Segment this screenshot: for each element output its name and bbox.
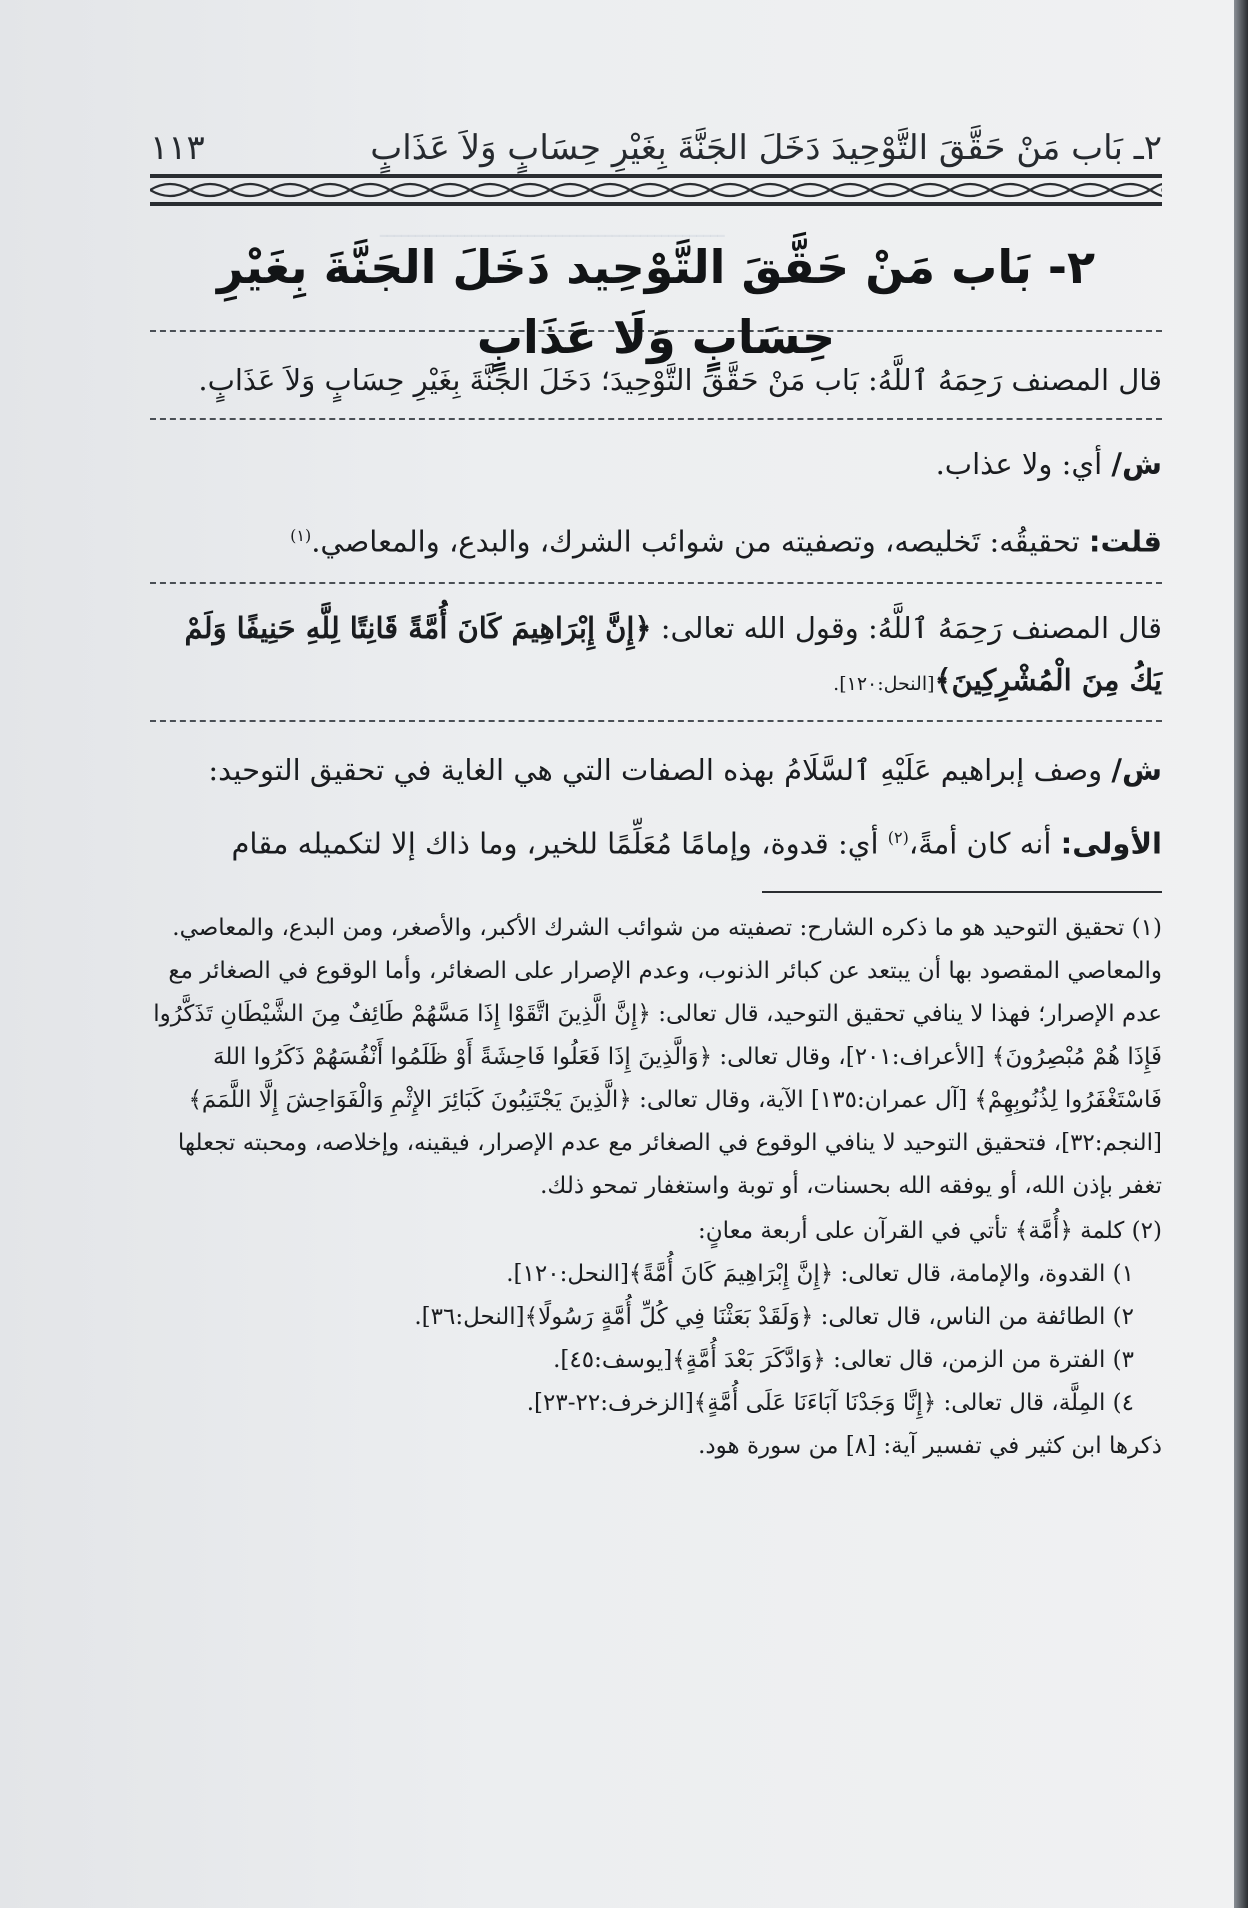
footnote-2-item bbox=[150, 1382, 1162, 1425]
commentary-label: قلت: bbox=[1088, 524, 1162, 559]
explanation-text: أي: ولا عذاب. bbox=[935, 447, 1112, 481]
dashed-divider bbox=[150, 720, 1162, 722]
first-attribute-text-cont: أي: قدوة، وإمامًا مُعَلِّمًا للخير، وما ذاك إلا لتكميله مقام bbox=[231, 826, 888, 861]
explanation-label: ش/ bbox=[1111, 447, 1162, 481]
running-title: ٢ـ بَاب مَنْ حَقَّقَ التَّوْحِيدَ دَخَلَ الجَنَّةَ بِغَيْرِ حِسَابٍ وَلاَ عَذَابٍ bbox=[370, 128, 1162, 168]
footnote-2-item bbox=[150, 1253, 1162, 1296]
commentary-paragraph bbox=[150, 510, 1162, 568]
bleed-through-text: ـــــــــــــــــــــــــــــــــــــــــــــــــ bbox=[380, 215, 725, 243]
explanation-label: ش/ bbox=[1111, 752, 1162, 787]
item-number: ٣) bbox=[1112, 1347, 1134, 1374]
running-header bbox=[150, 118, 1162, 168]
footnote-1: (١) تحقيق التوحيد هو ما ذكره الشارح: تصفيته من شوائب الشرك الأكبر، والأصغر، ومن البدع، والمعاصي. والمعاصي المقصود بها أن يبتعد عن كبائر الذنوب، وعدم الإصرار على الصغائر، وأما الوقوع في الصغائر مع عدم الإصرار؛ فهذا لا ينافي تحقيق التوحيد، قال تعالى: ﴿إِنَّ الَّذِينَ اتَّقَوْا إِذَا مَسَّهُمْ طَائِفٌ مِنَ الشَّيْطَانِ تَذَكَّرُوا فَإِذَا هُمْ مُبْصِرُونَ﴾ [الأعراف:٢٠١]، وقال تعالى: ﴿وَالَّذِينَ إِذَا فَعَلُوا فَاحِشَةً أَوْ ظَلَمُوا أَنْفُسَهُمْ ذَكَرُوا اللهَ فَاسْتَغْفَرُوا لِذُنُوبِهِمْ﴾ [آل عمران:١٣٥] الآية، وقال تعالى: ﴿الَّذِينَ يَجْتَنِبُونَ كَبَائِرَ الإِثْمِ وَالْفَوَاحِشَ إِلَّا اللَّمَمَ﴾ [النجم:٣٢]، فتحقيق التوحيد لا ينافي الوقوع في الصغائر مع عدم الإصرار، فيقينه، وإخلاصه، ومحبته تجعلها تغفر بإذن الله، أو يوفقه الله بحسنات، أو توبة واستغفار تمحو ذلك. bbox=[153, 915, 1162, 1200]
footnote-2-intro: (٢) كلمة ﴿أُمَّة﴾ تأتي في القرآن على أربعة معانٍ: bbox=[697, 1218, 1162, 1245]
explanation-paragraph bbox=[150, 438, 1162, 490]
footnote-2-item bbox=[150, 1296, 1162, 1339]
item-text: الفترة من الزمن، قال تعالى: ﴿وَادَّكَرَ بَعْدَ أُمَّةٍ﴾[يوسف:٤٥]. bbox=[553, 1347, 1106, 1374]
item-number: ٤) bbox=[1112, 1390, 1134, 1417]
explanation-text: وصف إبراهيم عَلَيْهِ ٱلسَّلَامُ بهذه الصفات التي هي الغاية في تحقيق التوحيد: bbox=[208, 752, 1112, 787]
footnote-marker: (٢) bbox=[887, 827, 909, 847]
commentary-text: تحقيقُه: تَخليصه، وتصفيته من شوائب الشرك، والبدع، والمعاصي. bbox=[311, 524, 1089, 559]
item-text: القدوة، والإمامة، قال تعالى: ﴿إِنَّ إِبْرَاهِيمَ كَانَ أُمَّةً﴾[النحل:١٢٠]. bbox=[506, 1261, 1106, 1288]
item-text: المِلَّة، قال تعالى: ﴿إِنَّا وَجَدْنَا آبَاءَنَا عَلَى أُمَّةٍ﴾[الزخرف:٢٢-٢٣]. bbox=[526, 1390, 1106, 1417]
item-text: الطائفة من الناس، قال تعالى: ﴿وَلَقَدْ بَعَثْنَا فِي كُلِّ أُمَّةٍ رَسُولًا﴾[النحل:٣٦]. bbox=[414, 1304, 1106, 1331]
header-ornament-border bbox=[150, 172, 1162, 208]
author-statement: قال المصنف رَحِمَهُ ٱللَّهُ: بَاب مَنْ حَقَّقَ التَّوْحِيدَ؛ دَخَلَ الجَنَّةَ بِغَيْرِ حِسَابٍ وَلاَ عَذَابٍ. bbox=[198, 363, 1162, 397]
first-attribute-label: الأولى: bbox=[1060, 826, 1162, 861]
footnote-2-item bbox=[150, 1339, 1162, 1382]
first-attribute-paragraph bbox=[150, 812, 1162, 870]
book-spine bbox=[1234, 0, 1248, 1908]
quran-verse: ﴿إِنَّ إِبْرَاهِيمَ كَانَ أُمَّةً قَانِتًا لِلَّهِ حَنِيفًا وَلَمْ يَكُ مِنَ الْمُشْرِكِينَ﴾ bbox=[184, 610, 1162, 697]
author-quote-paragraph bbox=[150, 602, 1162, 710]
footnote-2-outro: ذكرها ابن كثير في تفسير آية: [٨] من سورة هود. bbox=[698, 1433, 1162, 1460]
item-number: ٢) bbox=[1112, 1304, 1134, 1331]
author-quote-intro: قال المصنف رَحِمَهُ ٱللَّهُ: وقول الله تعالى: bbox=[651, 610, 1162, 645]
page-content bbox=[150, 118, 1162, 1468]
explanation-paragraph bbox=[150, 744, 1162, 796]
first-attribute-text: أنه كان أمةً، bbox=[908, 826, 1061, 861]
chapter-title: ٢- بَاب مَنْ حَقَّقَ التَّوْحِيد دَخَلَ الجَنَّةَ بِغَيْرِ حِسَابٍ وَلَا عَذَابٍ bbox=[216, 240, 1096, 364]
verse-reference: [النحل:١٢٠]. bbox=[833, 672, 935, 695]
dashed-divider bbox=[150, 418, 1162, 420]
footnote-separator bbox=[762, 891, 1162, 893]
footnote-marker: (١) bbox=[290, 526, 312, 545]
page-number: ١١٣ bbox=[150, 128, 205, 168]
item-number: ١) bbox=[1112, 1261, 1134, 1288]
dashed-divider bbox=[150, 582, 1162, 584]
